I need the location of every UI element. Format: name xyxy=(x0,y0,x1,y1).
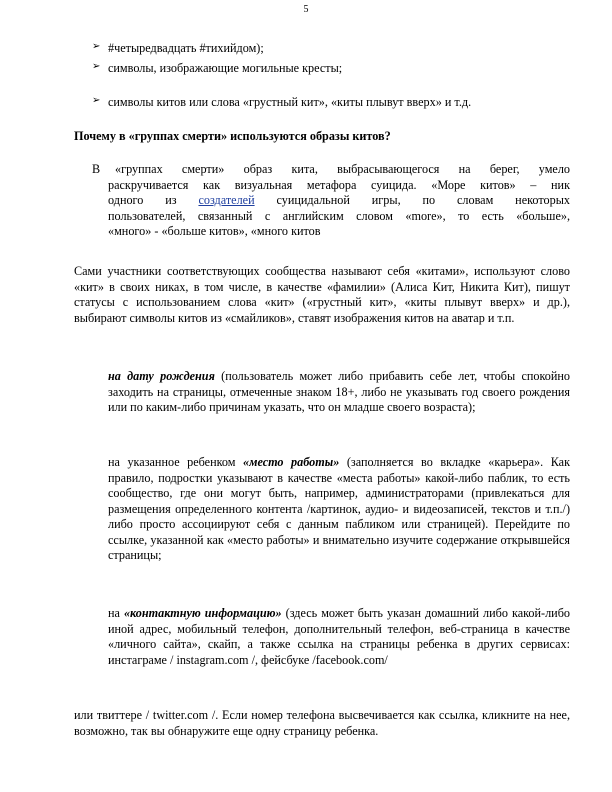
emphasis-text: «контактную информацию» xyxy=(123,606,282,620)
contact-item: на «контактную информацию» (здесь может быть указан домашний либо какой-либо иной адрес, мобильный телефон, дополнительный телефон, веб-страница в качестве «личного сайта», скайп, а также ссылка на страницы ребенка в других сервисах: инстаграме / instagram.com /, фейсбуке /facebook.com/ xyxy=(108,606,570,667)
page-number: 5 xyxy=(303,4,309,15)
whale-paragraph xyxy=(92,162,570,240)
line-text: «много» - «больше китов», «много китов xyxy=(108,224,321,238)
line-text: одного из создателей суицидальной игры, по словам некоторых xyxy=(108,193,570,207)
line-text: пользователей, связанный с английским словом «more», то есть «больше», xyxy=(108,208,570,223)
bullet-text: символы, изображающие могильные кресты; xyxy=(108,61,343,75)
arrow-bullet-icon: ➢ xyxy=(92,61,101,72)
section-heading: Почему в «группах смерти» используются образы китов? xyxy=(74,129,391,143)
creators-link[interactable]: создателей xyxy=(198,193,255,207)
emphasis-text: «место работы» xyxy=(243,455,340,469)
emphasis-text: на дату рождения xyxy=(108,369,215,383)
line-text: «группах смерти» образ кита, выбрасывающегося на берег, умело xyxy=(115,162,570,176)
participants-paragraph: Сами участники соответствующих сообщества называют себя «китами», используют слово «кит» в своих никах, в том числе, в качестве «фамилии» (Алиса Кит, Никита Кит), пишут статусы с использованием слова «кит» («грустный кит», «киты плывут вверх» и др.), выбирают символы китов из «смайликов», ставят изображения китов на аватар и т.п. xyxy=(74,264,570,325)
work-item: на указанное ребенком «место работы» (заполняется во вкладке «карьера». Как правило, подростки указывают в качестве «места работы» какой-либо паблик, то есть сообщество, где они могут быть, например, администраторами (привлекаться для размещения определенного контента /картинок, аудио- и видеозаписей, текстов и т.п./) либо просто ассоциируют себя с данным пабликом или страницей). Перейдите по ссылке, указанной как «место работы» и внимательно изучите содержание открывшейся страницы; xyxy=(108,455,570,562)
line-text: раскручивается как визуальная метафора суицида. «Море китов» – ник xyxy=(108,177,570,192)
bullet-text: #четыредвадцать #тихийдом); xyxy=(108,41,264,55)
birthday-item: на дату рождения (пользователь может либо прибавить себе лет, чтобы спокойно заходить на страницы, отмеченные знаком 18+, либо не указывать год своего рождения или по каким-либо причинам указать, что он младше своего возраста); xyxy=(108,369,570,414)
arrow-bullet-icon: ➢ xyxy=(92,41,101,52)
first-word: В xyxy=(92,162,101,176)
bullet-text: символы китов или слова «грустный кит», «киты плывут вверх» и т.д. xyxy=(108,95,472,109)
arrow-bullet-icon: ➢ xyxy=(92,95,101,106)
closing-paragraph: или твиттере / twitter.com /. Если номер телефона высвечивается как ссылка, кликните на нее, возможно, так вы обнаружите еще одну страницу ребенка. xyxy=(74,708,570,738)
